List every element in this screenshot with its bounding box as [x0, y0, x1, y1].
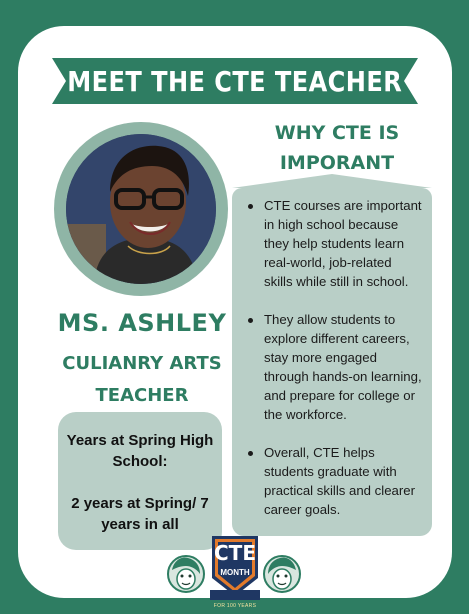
teacher-portrait-icon — [66, 134, 216, 284]
banner-title: MEET THE CTE TEACHER — [67, 64, 403, 98]
teacher-role: CULIANRY ARTS TEACHER — [62, 353, 222, 406]
badge-ribbon: FOR 100 YEARS — [213, 603, 257, 609]
years-info-box — [58, 412, 222, 550]
why-cte-heading: WHY CTE IS IMPORANT — [274, 122, 400, 174]
teacher-name: MS. ASHLEY — [57, 309, 227, 337]
badge-title: CTE — [214, 541, 256, 565]
teacher-photo-frame — [54, 122, 228, 296]
badge-subtitle: MONTH — [220, 568, 250, 577]
list-item: They allow students to explore different careers, stay more engaged through hands-on learning, and prepare for college or the workforce. — [246, 310, 422, 424]
teacher-photo — [66, 134, 216, 284]
years-detail: 2 years at Spring/ 7 years in all — [71, 495, 209, 533]
list-item: CTE courses are important in high school because they help students learn real-world, job-related skills while still in school. — [246, 196, 422, 291]
list-item: Overall, CTE helps students graduate with practical skills and clearer career goals. — [246, 443, 422, 519]
why-cte-panel — [232, 188, 432, 536]
lion-icon — [166, 552, 206, 598]
lion-icon — [262, 552, 302, 598]
title-banner — [52, 58, 418, 104]
footer-logos — [0, 532, 469, 614]
why-cte-list — [246, 196, 422, 519]
years-heading: Years at Spring High School: — [66, 432, 214, 470]
